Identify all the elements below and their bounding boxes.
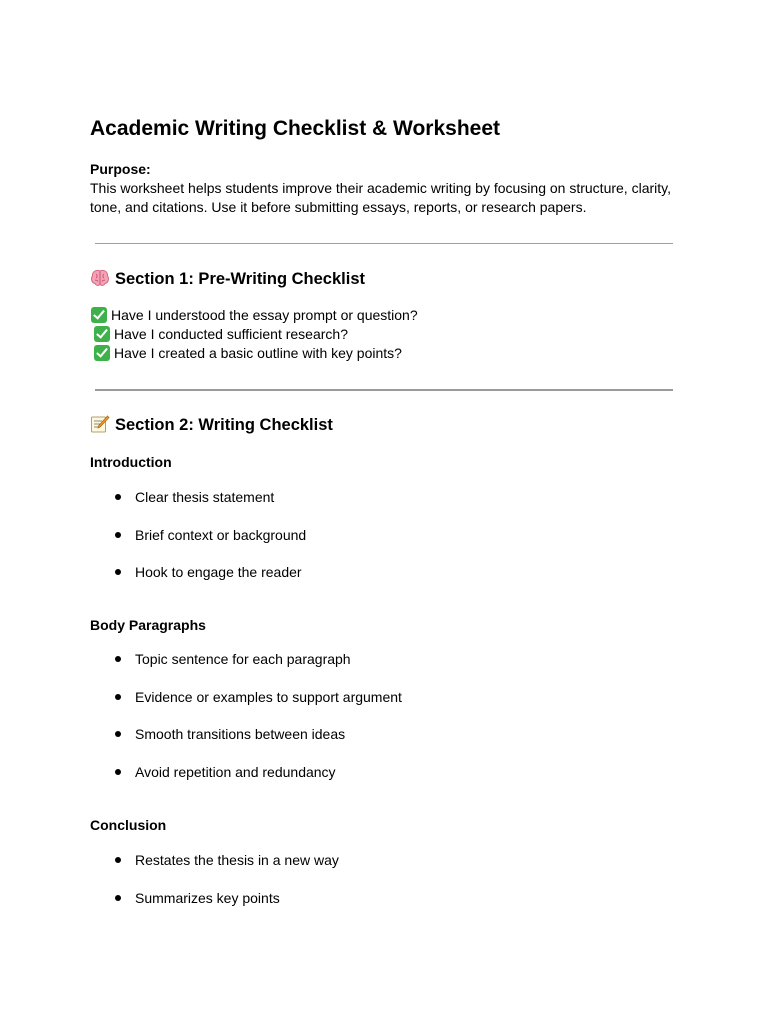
body-paragraphs-heading: Body Paragraphs [90, 617, 206, 633]
section-1-title [90, 268, 365, 290]
introduction-list [90, 488, 306, 601]
purpose-text: This worksheet helps students improve their academic writing by focusing on structure, clarity, tone, and citations. Use it before submitting essays, reports, or research papers. [90, 180, 671, 215]
pre-writing-checklist [91, 306, 418, 363]
document-page [90, 116, 680, 217]
checklist-item: Have I created a basic outline with key points? [91, 344, 418, 363]
conclusion-heading: Conclusion [90, 817, 167, 833]
brain-icon [90, 269, 110, 287]
section-2-title [90, 414, 333, 436]
check-icon [94, 326, 110, 342]
list-item: Summarizes key points [90, 889, 339, 907]
checklist-item: Have I understood the essay prompt or question? [91, 306, 418, 325]
list-item: Hook to engage the reader [90, 563, 306, 581]
check-icon [94, 345, 110, 361]
list-item: Brief context or background [90, 526, 306, 544]
introduction-heading: Introduction [90, 454, 172, 470]
section-2-title-text: Section 2: Writing Checklist [115, 416, 333, 434]
list-item: Restates the thesis in a new way [90, 851, 339, 869]
purpose-label: Purpose: [90, 161, 151, 177]
divider-1 [95, 243, 673, 244]
list-item: Avoid repetition and redundancy [90, 763, 402, 781]
body-paragraphs-list [90, 650, 402, 800]
list-item: Topic sentence for each paragraph [90, 650, 402, 668]
document-title: Academic Writing Checklist & Worksheet [90, 117, 501, 140]
check-icon [91, 307, 107, 323]
checklist-item: Have I conducted sufficient research? [91, 325, 418, 344]
divider-2 [95, 389, 673, 391]
list-item: Evidence or examples to support argument [90, 688, 402, 706]
list-item: Smooth transitions between ideas [90, 725, 402, 743]
section-1-title-text: Section 1: Pre-Writing Checklist [115, 270, 365, 288]
list-item: Clear thesis statement [90, 488, 306, 506]
conclusion-list [90, 851, 339, 926]
memo-icon [90, 415, 110, 433]
